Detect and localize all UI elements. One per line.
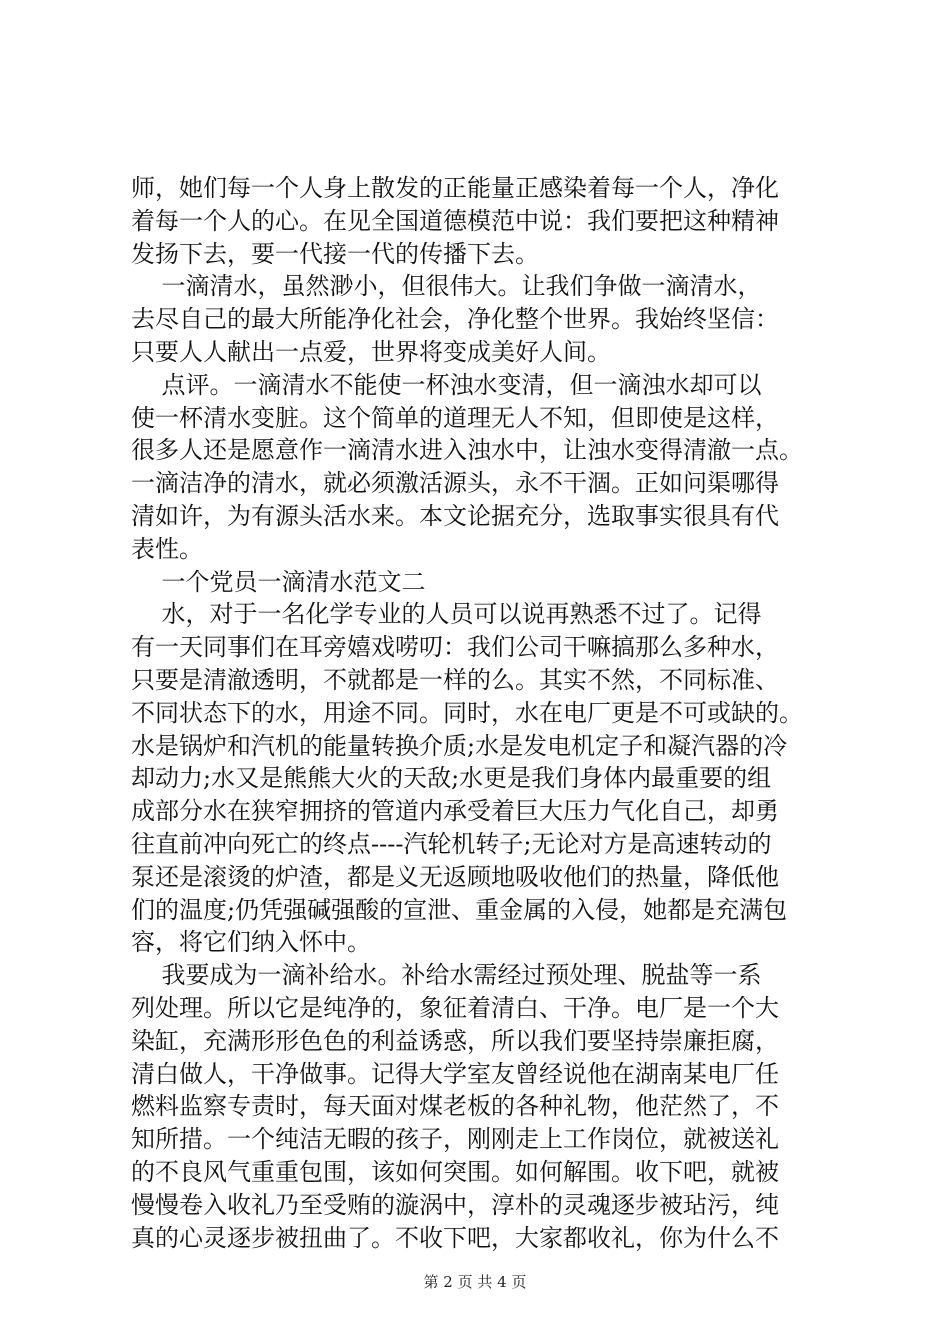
text-line: 我要成为一滴补给水。补给水需经过预处理、脱盐等一系 [131,961,762,990]
text-line: 有一天同事们在耳旁嬉戏唠叨：我们公司干嘛搞那么多种水， [131,633,779,662]
text-line: 清如许，为有源头活水来。本文论据充分，选取事实很具有代 [131,501,779,530]
section-heading: 一个党员一滴清水范文二 [131,567,426,596]
text-line: 师，她们每一个人身上散发的正能量正感染着每一个人，净化 [131,174,779,202]
text-line: 去尽自己的最大所能净化社会，净化整个世界。我始终坚信： [131,305,779,334]
text-line: 着每一个人的心。在见全国道德模范中说：我们要把这种精神 [131,206,779,235]
text-line: 水，对于一名化学专业的人员可以说再熟悉不过了。记得 [131,600,762,629]
text-line: 只要是清澈透明，不就都是一样的么。其实不然，不同标准、 [131,665,779,694]
text-line: 不同状态下的水，用途不同。同时，水在电厂更是不可或缺的。 [131,698,803,727]
text-line: 的不良风气重重包围，该如何突围。如何解围。收下吧，就被 [131,1157,779,1186]
text-line: 们的温度;仍凭强碱强酸的宣泄、重金属的入侵，她都是充满包 [131,895,788,924]
text-line: 染缸，充满形形色色的利益诱惑，所以我们要坚持崇廉拒腐， [131,1026,779,1055]
text-line: 慢慢卷入收礼乃至受贿的漩涡中，淳朴的灵魂逐步被玷污，纯 [131,1190,779,1219]
text-line: 只要人人献出一点爱，世界将变成美好人间。 [131,337,611,366]
text-line: 发扬下去，要一代接一代的传播下去。 [131,239,539,268]
text-line: 成部分水在狭窄拥挤的管道内承受着巨大压力气化自己，却勇 [131,797,779,826]
text-line: 燃料监察专责时，每天面对煤老板的各种礼物，他茫然了，不 [131,1092,779,1121]
text-line: 使一杯清水变脏。这个简单的道理无人不知，但即使是这样， [131,403,779,432]
text-line: 真的心灵逐步被扭曲了。不收下吧，大家都收礼，你为什么不 [131,1223,779,1252]
text-line: 一滴洁净的清水，就必须激活源头，永不干涸。正如问渠哪得 [131,469,779,498]
text-line: 水是锅炉和汽机的能量转换介质;水是发电机定子和凝汽器的冷 [131,731,788,760]
text-line: 表性。 [131,534,203,563]
text-line: 往直前冲向死亡的终点----汽轮机转子;无论对方是高速转动的 [131,829,772,858]
text-line: 泵还是滚烫的炉渣，都是义无返顾地吸收他们的热量，降低他 [131,862,779,891]
page-footer: 第 2 页 共 4 页 [423,1273,527,1291]
text-line: 点评。一滴清水不能使一杯浊水变清，但一滴浊水却可以 [131,370,762,399]
text-line: 却动力;水又是熊熊大火的天敌;水更是我们身体内最重要的组 [131,764,772,793]
text-line: 一滴清水，虽然渺小，但很伟大。让我们争做一滴清水， [131,272,762,301]
text-line: 知所措。一个纯洁无暇的孩子，刚刚走上工作岗位，就被送礼 [131,1125,779,1154]
text-line: 容，将它们纳入怀中。 [131,928,371,957]
text-line: 列处理。所以它是纯净的，象征着清白、干净。电厂是一个大 [131,993,779,1022]
text-line: 很多人还是愿意作一滴清水进入浊水中，让浊水变得清澈一点。 [131,436,803,465]
body-text [131,172,831,1254]
text-line: 清白做人，干净做事。记得大学室友曾经说他在湖南某电厂任 [131,1059,779,1088]
